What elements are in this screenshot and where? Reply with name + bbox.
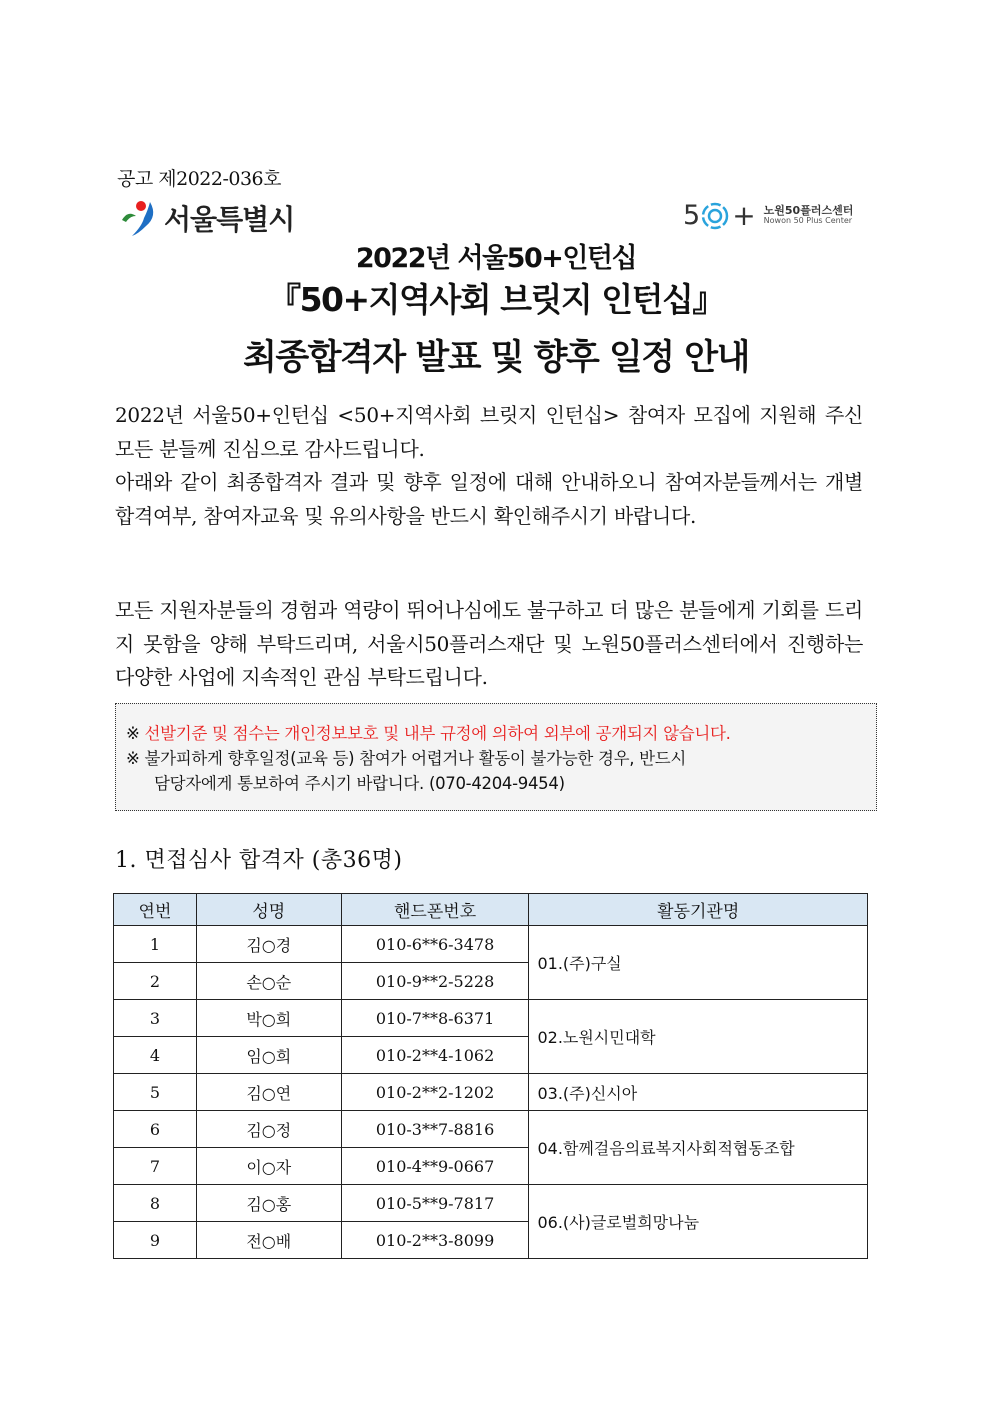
cell-phone: 010-3**7-8816 (341, 1111, 529, 1148)
seoul-city-logo (120, 198, 294, 238)
cell-no: 5 (114, 1074, 197, 1111)
cell-no: 1 (114, 926, 197, 963)
reference-mark-icon: ※ (126, 724, 140, 743)
logo-english-name: Nowon 50 Plus Center (763, 216, 853, 226)
cell-name: 박○희 (196, 1000, 341, 1037)
cell-phone: 010-6**6-3478 (341, 926, 529, 963)
cell-no: 7 (114, 1148, 197, 1185)
cell-no: 3 (114, 1000, 197, 1037)
intro-thanks: 2022년 서울50+인턴십 <50+지역사회 브릿지 인턴십> 참여자 모집에 지원해 주신 모든 분들께 진심으로 감사드립니다. (115, 403, 863, 461)
notice-contact-text: 담당자에게 통보하여 주시기 바랍니다. (070-4204-9454) (154, 774, 565, 793)
cell-organization: 01.(주)구실 (529, 926, 868, 1000)
cell-name: 김○연 (196, 1074, 341, 1111)
table-header-row (114, 894, 868, 926)
cell-phone: 010-4**9-0667 (341, 1148, 529, 1185)
notice-line-2 (126, 746, 876, 771)
notice-number: 공고 제2022-036호 (117, 168, 281, 190)
cell-phone: 010-5**9-7817 (341, 1185, 529, 1222)
cell-name: 김○정 (196, 1111, 341, 1148)
cell-phone: 010-2**4-1062 (341, 1037, 529, 1074)
cell-name: 임○희 (196, 1037, 341, 1074)
cell-name: 김○경 (196, 926, 341, 963)
table-row (114, 1185, 868, 1222)
seoul-logo-text: 서울특별시 (164, 203, 295, 236)
cell-phone: 010-2**2-1202 (341, 1074, 529, 1111)
section-title: 1. 면접심사 합격자 (총36명) (115, 848, 403, 873)
circle-o-icon (700, 201, 730, 231)
cell-no: 4 (114, 1037, 197, 1074)
nowon-50plus-logo (683, 199, 853, 232)
intro-paragraph (115, 399, 863, 533)
passers-table (113, 893, 868, 1259)
table-row (114, 1074, 868, 1111)
cell-no: 2 (114, 963, 197, 1000)
cell-phone: 010-7**8-6371 (341, 1000, 529, 1037)
cell-no: 6 (114, 1111, 197, 1148)
cell-organization: 04.함께걸음의료복지사회적협동조합 (529, 1111, 868, 1185)
header-organization: 활동기관명 (529, 894, 868, 926)
cell-no: 8 (114, 1185, 197, 1222)
table-row (114, 1111, 868, 1148)
title-line-1: 2022년 서울50+인턴십 (355, 243, 637, 274)
cell-organization: 02.노원시민대학 (529, 1000, 868, 1074)
cell-phone: 010-9**2-5228 (341, 963, 529, 1000)
cell-name: 이○자 (196, 1148, 341, 1185)
notice-schedule-text: 불가피하게 향후일정(교육 등) 참여가 어렵거나 활동이 불가능한 경우, 반드시 (144, 749, 687, 768)
cell-organization: 06.(사)글로벌희망나눔 (529, 1185, 868, 1259)
reference-mark-icon: ※ (126, 749, 140, 768)
table-row (114, 926, 868, 963)
cell-name: 김○홍 (196, 1185, 341, 1222)
title-line-3: 최종합격자 발표 및 향후 일정 안내 (243, 338, 749, 378)
closing-paragraph: 모든 지원자분들의 경험과 역량이 뛰어나심에도 불구하고 더 많은 분들에게 기회를 드리지 못함을 양해 부탁드리며, 서울시50플러스재단 및 노원50플러스센터에서 진행하는 다양한 사업에 지속적인 관심 부탁드립니다. (115, 598, 863, 689)
table-row (114, 1000, 868, 1037)
notice-box (115, 703, 877, 811)
cell-organization: 03.(주)신시아 (529, 1074, 868, 1111)
cell-phone: 010-2**3-8099 (341, 1222, 529, 1259)
header-no: 연번 (114, 894, 197, 926)
intro-guidance: 아래와 같이 최종합격자 결과 및 향후 일정에 대해 안내하오니 참여자분들께서는 개별 합격여부, 참여자교육 및 유의사항을 반드시 확인해주시기 바랍니다. (115, 470, 863, 528)
cell-name: 전○배 (196, 1222, 341, 1259)
notice-privacy-text: 선발기준 및 점수는 개인정보보호 및 내부 규정에 의하여 외부에 공개되지 않습니다. (144, 724, 731, 743)
cell-name: 손○순 (196, 963, 341, 1000)
logo-plus: + (732, 199, 756, 232)
header-name: 성명 (196, 894, 341, 926)
notice-line-1 (126, 721, 876, 746)
title-line-2: 『50+지역사회 브릿지 인턴십』 (268, 280, 724, 319)
logo-number: 5 (683, 200, 701, 231)
logo-korean-name: 노원50플러스센터 (763, 204, 854, 218)
header-phone: 핸드폰번호 (341, 894, 529, 926)
cell-no: 9 (114, 1222, 197, 1259)
seoul-symbol-icon (120, 198, 160, 238)
